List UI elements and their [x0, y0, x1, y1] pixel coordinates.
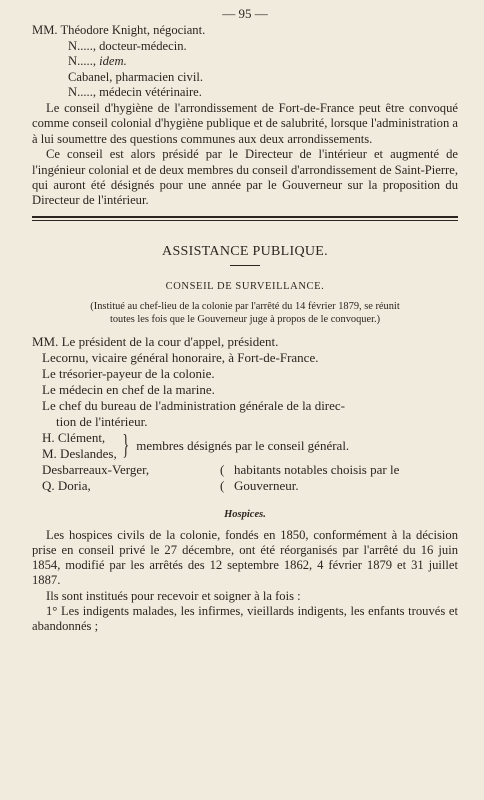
subsection-title: Hospices. [224, 508, 266, 520]
member-line: Le chef du bureau de l'administration générale de la direc- [42, 397, 346, 413]
list-item-name: N....., [68, 54, 100, 69]
hygiene-council-list [32, 23, 458, 101]
page-number: — 95 — [222, 6, 268, 21]
note-line: toutes les fois que le Gouverneur juge à propos de le convoquer.) [109, 313, 381, 325]
paragraph: Les hospices civils de la colonie, fondés en 1850, conformément à la décision prise en conseil privé le 27 décembre, ont été réorganisés par l'arrêté du 16 juin 1854, modifié par les arrêtés des 12 septembre 1862, 4 février 1879 et 31 juillet 1887. [32, 527, 458, 588]
member-line: Le trésorier-payeur de la colonie. [42, 365, 215, 381]
member-line: Lecornu, vicaire général honoraire, à Fort-de-France. [42, 349, 319, 365]
brace-glyph: ( [220, 461, 225, 477]
braced-members [42, 430, 458, 462]
brace-glyph: ( [220, 477, 225, 493]
member-description: Gouverneur. [234, 477, 299, 493]
list-item [32, 54, 458, 70]
section-title: ASSISTANCE PUBLIQUE. [162, 243, 328, 259]
member-line: Le médecin en chef de la marine. [42, 381, 215, 397]
member-line: MM. Le président de la cour d'appel, président. [32, 333, 279, 349]
list-item-role: idem. [99, 54, 127, 69]
member-description: habitants notables choisis par le [234, 461, 400, 477]
section-divider [32, 216, 458, 221]
member-name: M. Deslandes, [42, 445, 117, 461]
paragraph: Ce conseil est alors présidé par le Directeur de l'intérieur et augmenté de l'ingénieur colonial et de deux membres du conseil d'arrondissement de Saint-Pierre, qui auront été désignés pour une année par le Gouverneur sur la proposition du Directeur de l'intérieur. [32, 147, 458, 208]
list-item: MM. Théodore Knight, négociant. [32, 23, 206, 37]
council-members [32, 334, 458, 494]
brace-glyph: } [122, 429, 129, 461]
paragraph: 1° Les indigents malades, les infirmes, vieillards indigents, les enfants trouvés et abandonnés ; [32, 603, 458, 634]
institution-note [32, 300, 458, 326]
member-name: Q. Doria, [42, 477, 91, 493]
paragraph: Ils sont institués pour recevoir et soigner à la fois : [46, 588, 301, 603]
member-line [42, 462, 458, 478]
member-line: tion de l'intérieur. [56, 413, 148, 429]
braced-names [42, 430, 117, 462]
list-item: N....., docteur-médecin. [68, 38, 187, 53]
note-line: (Institué au chef-lieu de la colonie par l'arrêté du 14 février 1879, se réunit [90, 300, 400, 312]
member-description: membres désignés par le conseil général. [136, 437, 350, 453]
member-line [42, 478, 458, 494]
member-name: H. Clément, [42, 429, 106, 445]
title-underline [230, 265, 260, 266]
list-item: N....., médecin vétérinaire. [68, 85, 202, 100]
paragraph: Le conseil d'hygiène de l'arrondissement de Fort-de-France peut être convoqué comme conseil colonial d'hygiène publique et de salubrité, lorsque l'administration a à lui soumettre des questions communes aux deux arrondissements. [32, 100, 458, 146]
subsection-title: CONSEIL DE SURVEILLANCE. [165, 280, 325, 292]
member-name: Desbarreaux-Verger, [42, 461, 150, 477]
list-item: Cabanel, pharmacien civil. [68, 69, 203, 84]
